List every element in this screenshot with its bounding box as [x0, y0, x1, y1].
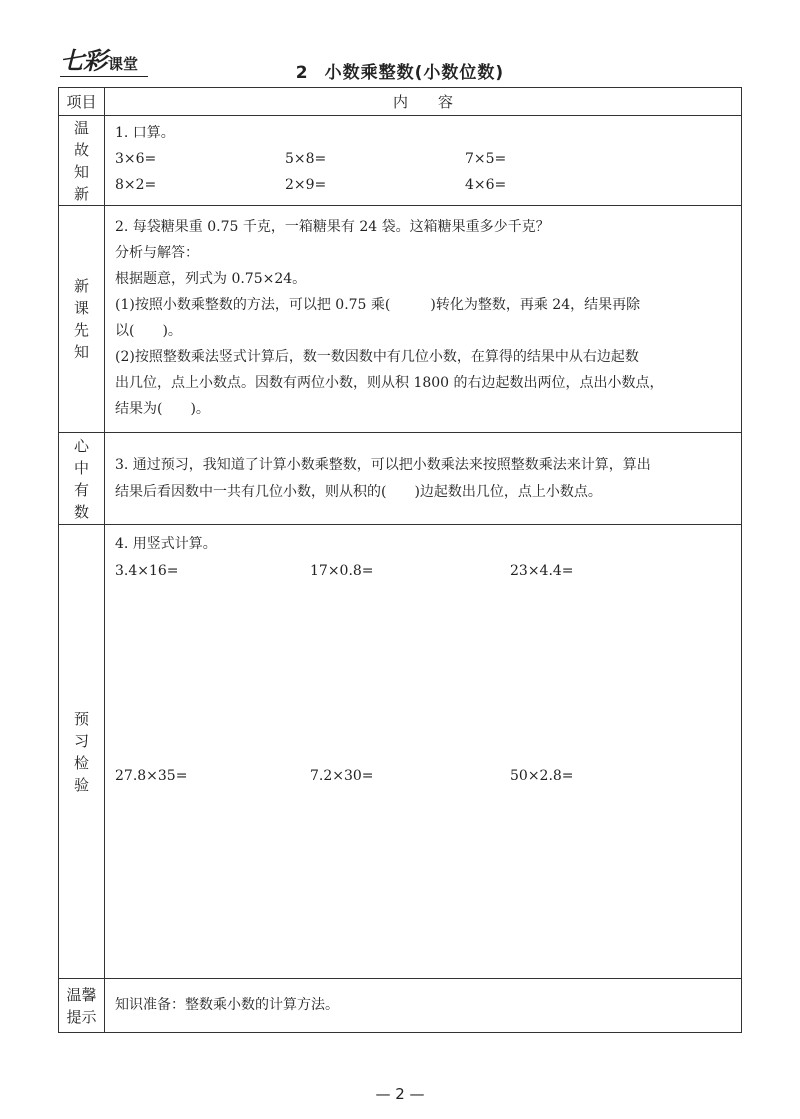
section-label-cell	[59, 433, 105, 525]
check-problem: 23×4.4=	[510, 563, 574, 579]
section-content-cell	[105, 433, 742, 525]
part-1-text-d: )。	[162, 323, 182, 339]
section-label-tip: 温馨提示	[66, 985, 97, 1026]
check-problem: 50×2.8=	[510, 768, 574, 784]
review-intro: 1. 口算。	[115, 125, 175, 141]
check-problem: 7.2×30=	[310, 768, 374, 784]
page-number: — 2 —	[375, 1085, 425, 1103]
check-problem: 17×0.8=	[310, 563, 374, 579]
header-item-label: 项目	[66, 92, 97, 111]
reflection-line-1: 3. 通过预习，我知道了计算小数乘整数，可以把小数乘法来按照整数乘法来计算，算出	[115, 456, 651, 473]
section-label-cell	[59, 979, 105, 1033]
section-label-cell	[59, 525, 105, 979]
lesson-table	[58, 87, 742, 1033]
section-content-cell	[105, 206, 742, 433]
section-label-cell	[59, 116, 105, 206]
header-content-label: 内容	[392, 93, 483, 111]
section-content-cell	[105, 525, 742, 979]
reflection-line-2	[115, 479, 731, 506]
review-problem: 2×9=	[285, 177, 327, 193]
part-1-line-2	[115, 318, 731, 344]
check-problem: 27.8×35=	[115, 768, 188, 784]
header-content-cell	[105, 88, 742, 116]
section-tip-row	[59, 979, 742, 1033]
page-title	[0, 58, 800, 83]
review-problem: 4×6=	[465, 177, 507, 193]
part-1-text-a: (1)按照小数乘整数的方法，可以把 0.75 乘(	[115, 297, 391, 313]
review-problem: 7×5=	[465, 151, 507, 167]
section-new-lesson-row	[59, 206, 742, 433]
lesson-title: 小数乘整数(小数位数)	[324, 63, 505, 83]
check-row-1	[115, 558, 731, 585]
tip-text: 知识准备：整数乘小数的计算方法。	[115, 997, 339, 1013]
section-content-cell	[105, 979, 742, 1033]
part-2-line-2: 出几位，点上小数点。因数有两位小数，则从积 1800 的右边起数出两位，点出小数点，	[115, 375, 664, 391]
logo-main-text: 七彩	[60, 47, 106, 75]
part-2-text-c: 结果为(	[115, 401, 163, 417]
section-label-review: 温故知新	[73, 118, 89, 203]
check-row-2	[115, 763, 731, 790]
section-content-cell	[105, 116, 742, 206]
review-row-2	[115, 172, 731, 198]
section-label-check: 预习检验	[73, 709, 89, 794]
part-2-text-d: )。	[190, 401, 210, 417]
part-1-text-c: 以(	[115, 323, 135, 339]
logo-sub-text: 课堂	[108, 55, 139, 73]
part-2-line-3	[115, 396, 731, 422]
section-review-row	[59, 116, 742, 206]
part-2-line-1: (2)按照整数乘法竖式计算后，数一数因数中有几位小数，在算得的结果中从右边起数	[115, 349, 639, 365]
section-label-reflection: 心中有数	[73, 436, 89, 521]
reflection-text-a: 结果后看因数中一共有几位小数，则从积的(	[115, 483, 387, 500]
table-header-row	[59, 88, 742, 116]
reflection-text-b: )边起数出几位，点上小数点。	[414, 483, 602, 500]
section-label-new-lesson: 新课先知	[73, 277, 89, 361]
work-space[interactable]	[115, 585, 731, 763]
review-problem: 5×8=	[285, 151, 327, 167]
section-label-cell	[59, 206, 105, 433]
section-check-row	[59, 525, 742, 979]
check-intro: 4. 用竖式计算。	[115, 536, 217, 552]
section-reflection-row	[59, 433, 742, 525]
question-2: 2. 每袋糖果重 0.75 千克，一箱糖果有 24 袋。这箱糖果重多少千克？	[115, 219, 550, 235]
lesson-number: 2	[295, 63, 309, 83]
header-label-cell	[59, 88, 105, 116]
analysis-heading: 分析与解答：	[115, 245, 199, 261]
part-1-text-b: )转化为整数，再乘 24，结果再除	[430, 297, 641, 313]
check-problem: 3.4×16=	[115, 563, 179, 579]
review-problem: 8×2=	[115, 177, 157, 193]
formula-line: 根据题意，列式为 0.75×24。	[115, 271, 307, 287]
review-problem: 3×6=	[115, 151, 157, 167]
review-row-1	[115, 146, 731, 172]
part-1-line-1	[115, 292, 731, 318]
